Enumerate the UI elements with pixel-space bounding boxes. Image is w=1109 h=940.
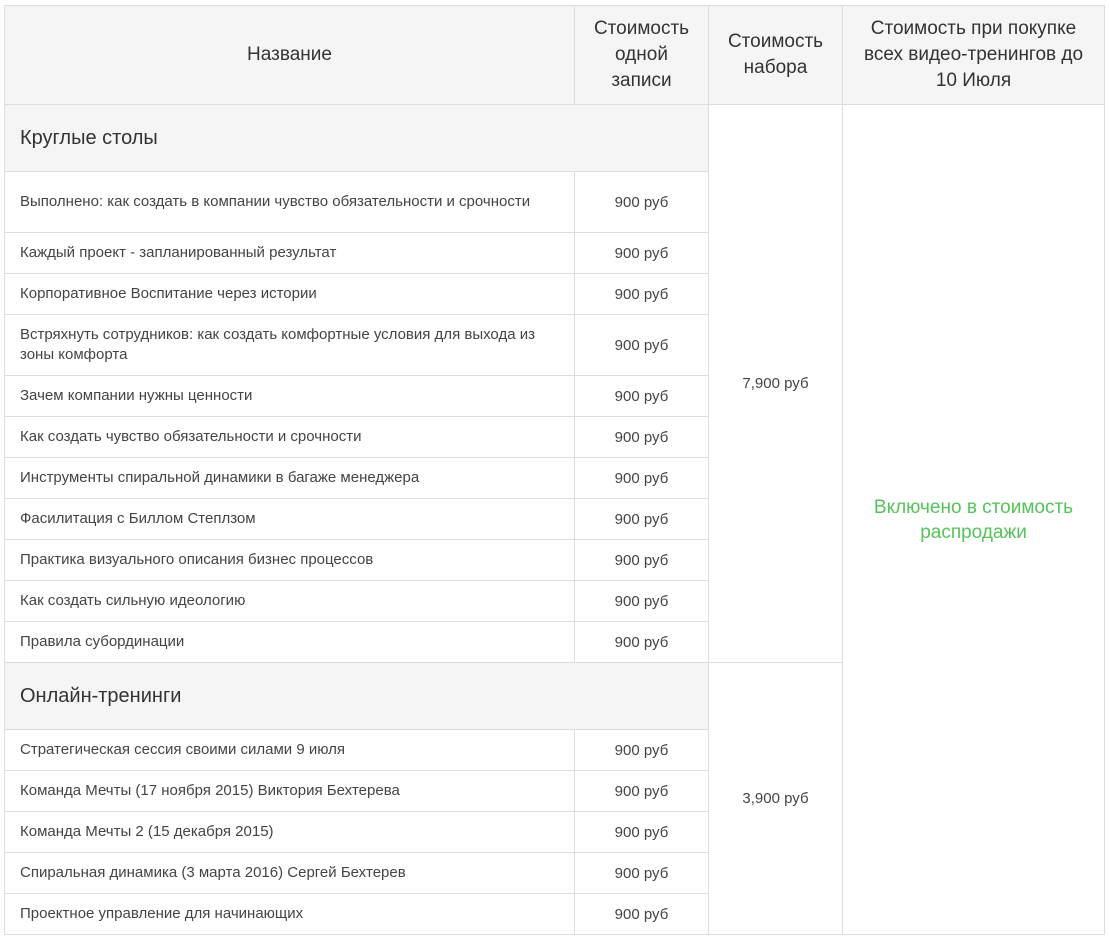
section-title: Онлайн-тренинги	[5, 663, 709, 730]
item-name: Зачем компании нужны ценности	[5, 376, 575, 417]
item-price: 900 руб	[575, 812, 709, 853]
item-price: 900 руб	[575, 622, 709, 663]
item-name: Как создать чувство обязательности и срочности	[5, 417, 575, 458]
item-price: 900 руб	[575, 853, 709, 894]
item-price: 900 руб	[575, 771, 709, 812]
set-price-cell: 3,900 руб	[709, 663, 843, 935]
item-name: Практика визуального описания бизнес процессов	[5, 540, 575, 581]
item-name: Команда Мечты (17 ноября 2015) Виктория Бехтерева	[5, 771, 575, 812]
item-name: Как создать сильную идеологию	[5, 581, 575, 622]
item-price: 900 руб	[575, 458, 709, 499]
bundle-note-cell: Включено в стоимость распродажи	[843, 105, 1105, 935]
set-price-cell: 7,900 руб	[709, 105, 843, 663]
item-price: 900 руб	[575, 172, 709, 233]
item-price: 900 руб	[575, 894, 709, 935]
item-name: Стратегическая сессия своими силами 9 июля	[5, 730, 575, 771]
item-name: Фасилитация с Биллом Степлзом	[5, 499, 575, 540]
item-price: 900 руб	[575, 274, 709, 315]
column-header-bundle-price: Стоимость при покупке всех видео-тренингов до 10 Июля	[843, 6, 1105, 105]
price-table-container	[4, 5, 1105, 935]
section-row	[5, 105, 1105, 172]
price-table	[4, 5, 1105, 935]
item-price: 900 руб	[575, 730, 709, 771]
item-name: Проектное управление для начинающих	[5, 894, 575, 935]
table-header-row	[5, 6, 1105, 105]
item-name: Корпоративное Воспитание через истории	[5, 274, 575, 315]
column-header-set-price: Стоимость набора	[709, 6, 843, 105]
item-name: Правила субординации	[5, 622, 575, 663]
item-price: 900 руб	[575, 581, 709, 622]
item-price: 900 руб	[575, 233, 709, 274]
item-name: Спиральная динамика (3 марта 2016) Сергей Бехтерев	[5, 853, 575, 894]
item-price: 900 руб	[575, 376, 709, 417]
item-name: Команда Мечты 2 (15 декабря 2015)	[5, 812, 575, 853]
item-name: Инструменты спиральной динамики в багаже менеджера	[5, 458, 575, 499]
section-title: Круглые столы	[5, 105, 709, 172]
item-name: Каждый проект - запланированный результат	[5, 233, 575, 274]
column-header-single-price: Стоимость одной записи	[575, 6, 709, 105]
column-header-name: Название	[5, 6, 575, 105]
item-name: Выполнено: как создать в компании чувство обязательности и срочности	[5, 172, 575, 233]
item-name: Встряхнуть сотрудников: как создать комфортные условия для выхода из зоны комфорта	[5, 315, 575, 376]
item-price: 900 руб	[575, 540, 709, 581]
item-price: 900 руб	[575, 315, 709, 376]
item-price: 900 руб	[575, 417, 709, 458]
item-price: 900 руб	[575, 499, 709, 540]
